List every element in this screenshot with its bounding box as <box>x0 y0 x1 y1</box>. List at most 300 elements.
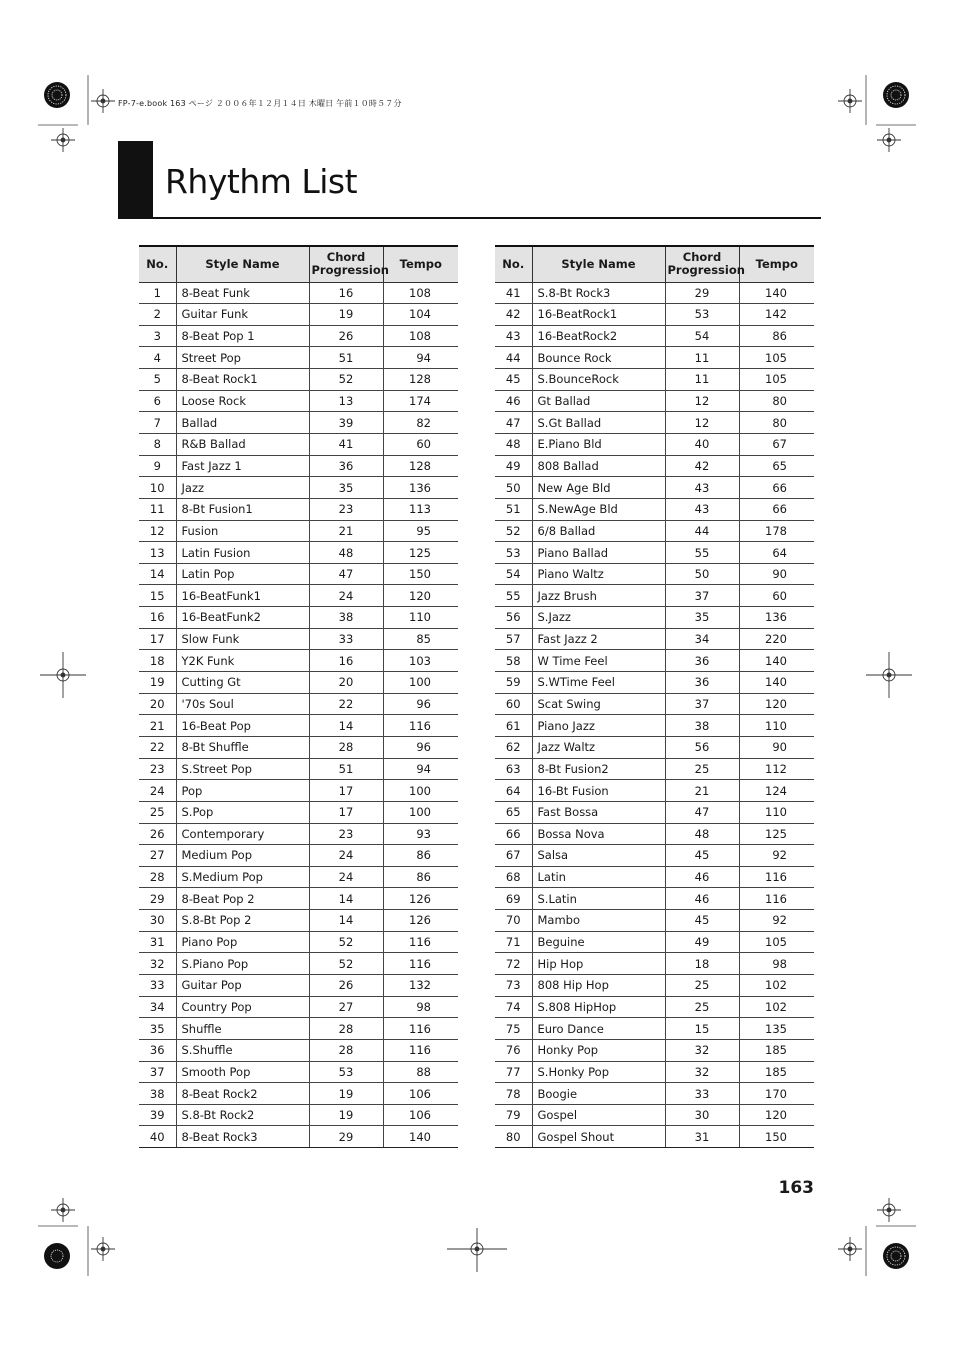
table-row <box>495 477 814 499</box>
cell-chord-progression: 17 <box>309 780 383 802</box>
table-row <box>495 282 814 304</box>
crosshair-mark-bottom-left-a <box>91 1237 115 1261</box>
cell-chord-progression: 26 <box>309 325 383 347</box>
cell-chord-progression: 29 <box>665 282 739 304</box>
cell-chord-progression: 38 <box>665 715 739 737</box>
cell-no: 30 <box>139 910 176 932</box>
cell-no: 80 <box>495 1126 532 1148</box>
cell-no: 75 <box>495 1018 532 1040</box>
cell-chord-progression: 20 <box>309 672 383 694</box>
cell-tempo: 112 <box>739 758 814 780</box>
cell-tempo: 185 <box>739 1039 814 1061</box>
table-row <box>495 975 814 997</box>
cell-style-name: Jazz Waltz <box>532 736 665 758</box>
cell-tempo: 108 <box>383 282 458 304</box>
header-tempo: Tempo <box>739 246 814 282</box>
cell-style-name: E.Piano Bld <box>532 433 665 455</box>
table-row <box>139 282 458 304</box>
cell-chord-progression: 46 <box>665 888 739 910</box>
cell-tempo: 80 <box>739 412 814 434</box>
cell-no: 70 <box>495 910 532 932</box>
cell-tempo: 113 <box>383 498 458 520</box>
crosshair-mark-bottom-center <box>447 1228 507 1272</box>
table-row <box>495 1083 814 1105</box>
cell-no: 16 <box>139 607 176 629</box>
cell-no: 34 <box>139 996 176 1018</box>
cell-tempo: 104 <box>383 304 458 326</box>
table-row <box>139 736 458 758</box>
cell-tempo: 96 <box>383 693 458 715</box>
table-row <box>139 1083 458 1105</box>
cell-chord-progression: 35 <box>665 607 739 629</box>
table-row <box>139 1039 458 1061</box>
table-row <box>139 585 458 607</box>
cell-style-name: Smooth Pop <box>176 1061 309 1083</box>
cell-no: 4 <box>139 347 176 369</box>
cell-chord-progression: 52 <box>309 369 383 391</box>
cell-tempo: 100 <box>383 801 458 823</box>
cell-chord-progression: 14 <box>309 715 383 737</box>
cell-style-name: Shuffle <box>176 1018 309 1040</box>
cell-chord-progression: 49 <box>665 931 739 953</box>
table-row <box>139 433 458 455</box>
running-header: FP-7-e.book 163 ページ ２００６年１２月１４日 木曜日 午前１０時５７分 <box>118 99 402 108</box>
table-row <box>495 390 814 412</box>
cell-tempo: 128 <box>383 369 458 391</box>
cell-no: 42 <box>495 304 532 326</box>
title-black-bar <box>118 141 153 218</box>
cell-chord-progression: 15 <box>665 1018 739 1040</box>
cell-style-name: S.8-Bt Rock3 <box>532 282 665 304</box>
cell-tempo: 116 <box>383 953 458 975</box>
cell-style-name: 6/8 Ballad <box>532 520 665 542</box>
cell-no: 31 <box>139 931 176 953</box>
table-row <box>495 1104 814 1126</box>
cell-no: 29 <box>139 888 176 910</box>
cell-style-name: Contemporary <box>176 823 309 845</box>
table-row <box>139 866 458 888</box>
cell-chord-progression: 12 <box>665 390 739 412</box>
table-row <box>139 304 458 326</box>
cell-no: 71 <box>495 931 532 953</box>
cell-no: 46 <box>495 390 532 412</box>
cell-tempo: 66 <box>739 498 814 520</box>
table-row <box>139 910 458 932</box>
cell-tempo: 105 <box>739 931 814 953</box>
table-row <box>139 780 458 802</box>
cell-chord-progression: 16 <box>309 282 383 304</box>
cell-no: 9 <box>139 455 176 477</box>
cell-no: 65 <box>495 801 532 823</box>
cell-tempo: 98 <box>739 953 814 975</box>
cell-chord-progression: 19 <box>309 1083 383 1105</box>
cell-tempo: 92 <box>739 845 814 867</box>
table-row <box>139 369 458 391</box>
cell-tempo: 220 <box>739 628 814 650</box>
cell-chord-progression: 25 <box>665 758 739 780</box>
cell-chord-progression: 26 <box>309 975 383 997</box>
cell-style-name: 808 Hip Hop <box>532 975 665 997</box>
table-row <box>139 498 458 520</box>
cell-no: 54 <box>495 563 532 585</box>
cell-chord-progression: 28 <box>309 736 383 758</box>
cell-style-name: Hip Hop <box>532 953 665 975</box>
header-chord-line1: Chord <box>682 250 722 265</box>
cell-no: 72 <box>495 953 532 975</box>
cell-tempo: 108 <box>383 325 458 347</box>
cell-chord-progression: 17 <box>309 801 383 823</box>
table-row <box>139 996 458 1018</box>
cell-style-name: 8-Beat Funk <box>176 282 309 304</box>
table-row <box>139 412 458 434</box>
cell-no: 18 <box>139 650 176 672</box>
cell-style-name: 8-Bt Shuffle <box>176 736 309 758</box>
cell-style-name: Piano Waltz <box>532 563 665 585</box>
table-row <box>495 520 814 542</box>
cell-no: 38 <box>139 1083 176 1105</box>
cell-style-name: 8-Bt Fusion1 <box>176 498 309 520</box>
crosshair-mark-top-right-b <box>877 128 901 152</box>
table-row <box>139 672 458 694</box>
cell-style-name: 8-Beat Pop 1 <box>176 325 309 347</box>
table-row <box>495 542 814 564</box>
cell-tempo: 126 <box>383 888 458 910</box>
cell-chord-progression: 19 <box>309 304 383 326</box>
cell-no: 63 <box>495 758 532 780</box>
cell-style-name: Guitar Funk <box>176 304 309 326</box>
cell-tempo: 140 <box>739 672 814 694</box>
cell-tempo: 142 <box>739 304 814 326</box>
cell-style-name: S.Piano Pop <box>176 953 309 975</box>
table-row <box>495 823 814 845</box>
cell-no: 20 <box>139 693 176 715</box>
cell-chord-progression: 38 <box>309 607 383 629</box>
cell-style-name: Ballad <box>176 412 309 434</box>
cell-no: 25 <box>139 801 176 823</box>
crosshair-mark-bottom-left-b <box>51 1198 75 1222</box>
cell-no: 57 <box>495 628 532 650</box>
table-row <box>495 693 814 715</box>
cell-style-name: Boogie <box>532 1083 665 1105</box>
cell-style-name: Latin Fusion <box>176 542 309 564</box>
cell-tempo: 92 <box>739 910 814 932</box>
table-row <box>495 953 814 975</box>
cell-style-name: 808 Ballad <box>532 455 665 477</box>
cell-no: 53 <box>495 542 532 564</box>
cell-chord-progression: 33 <box>665 1083 739 1105</box>
cell-style-name: Bounce Rock <box>532 347 665 369</box>
table-row <box>495 758 814 780</box>
cell-style-name: Fast Jazz 1 <box>176 455 309 477</box>
title-underline <box>118 217 821 219</box>
table-row <box>139 693 458 715</box>
cell-tempo: 140 <box>739 282 814 304</box>
cell-chord-progression: 44 <box>665 520 739 542</box>
cell-no: 21 <box>139 715 176 737</box>
cell-style-name: 16-BeatRock1 <box>532 304 665 326</box>
cell-no: 22 <box>139 736 176 758</box>
cell-no: 35 <box>139 1018 176 1040</box>
cell-style-name: Y2K Funk <box>176 650 309 672</box>
header-no: No. <box>495 246 532 282</box>
cell-chord-progression: 34 <box>665 628 739 650</box>
cell-tempo: 150 <box>739 1126 814 1148</box>
cell-tempo: 128 <box>383 455 458 477</box>
cell-style-name: 8-Beat Rock3 <box>176 1126 309 1148</box>
cell-tempo: 95 <box>383 520 458 542</box>
cell-chord-progression: 53 <box>665 304 739 326</box>
cell-chord-progression: 39 <box>309 412 383 434</box>
cell-chord-progression: 13 <box>309 390 383 412</box>
cell-chord-progression: 31 <box>665 1126 739 1148</box>
cell-no: 8 <box>139 433 176 455</box>
cell-chord-progression: 51 <box>309 758 383 780</box>
cell-chord-progression: 43 <box>665 477 739 499</box>
cell-style-name: 16-BeatRock2 <box>532 325 665 347</box>
cell-tempo: 106 <box>383 1083 458 1105</box>
cell-no: 36 <box>139 1039 176 1061</box>
cell-style-name: S.Jazz <box>532 607 665 629</box>
table-row <box>495 585 814 607</box>
cell-no: 26 <box>139 823 176 845</box>
page-title: Rhythm List <box>165 162 358 201</box>
cell-style-name: '70s Soul <box>176 693 309 715</box>
table-row <box>139 325 458 347</box>
cell-chord-progression: 33 <box>309 628 383 650</box>
cell-no: 39 <box>139 1104 176 1126</box>
cell-chord-progression: 28 <box>309 1018 383 1040</box>
table-row <box>139 758 458 780</box>
cell-tempo: 140 <box>383 1126 458 1148</box>
cell-style-name: Cutting Gt <box>176 672 309 694</box>
cell-chord-progression: 45 <box>665 910 739 932</box>
cell-no: 14 <box>139 563 176 585</box>
cell-chord-progression: 18 <box>665 953 739 975</box>
cell-style-name: Mambo <box>532 910 665 932</box>
cell-no: 77 <box>495 1061 532 1083</box>
cell-tempo: 116 <box>383 715 458 737</box>
cell-chord-progression: 16 <box>309 650 383 672</box>
cell-no: 73 <box>495 975 532 997</box>
cell-chord-progression: 30 <box>665 1104 739 1126</box>
cell-tempo: 125 <box>739 823 814 845</box>
table-row <box>139 953 458 975</box>
header-chord-line1: Chord <box>326 250 366 265</box>
table-row <box>139 823 458 845</box>
cell-no: 23 <box>139 758 176 780</box>
cell-tempo: 98 <box>383 996 458 1018</box>
cell-style-name: Guitar Pop <box>176 975 309 997</box>
table-row <box>495 866 814 888</box>
cell-chord-progression: 14 <box>309 910 383 932</box>
cell-chord-progression: 37 <box>665 585 739 607</box>
cell-tempo: 66 <box>739 477 814 499</box>
cell-style-name: Fusion <box>176 520 309 542</box>
table-row <box>139 390 458 412</box>
cell-no: 49 <box>495 455 532 477</box>
cell-chord-progression: 42 <box>665 455 739 477</box>
cell-chord-progression: 29 <box>309 1126 383 1148</box>
cell-tempo: 102 <box>739 996 814 1018</box>
cell-style-name: 16-BeatFunk2 <box>176 607 309 629</box>
cell-tempo: 185 <box>739 1061 814 1083</box>
rhythm-table-left <box>139 245 458 1148</box>
table-row <box>139 455 458 477</box>
table-row <box>139 888 458 910</box>
cell-no: 3 <box>139 325 176 347</box>
cell-no: 2 <box>139 304 176 326</box>
cell-style-name: S.BounceRock <box>532 369 665 391</box>
cell-chord-progression: 37 <box>665 693 739 715</box>
starburst-mark-bottom-right <box>883 1243 909 1269</box>
cell-chord-progression: 32 <box>665 1061 739 1083</box>
cell-no: 32 <box>139 953 176 975</box>
cell-no: 10 <box>139 477 176 499</box>
cell-style-name: Piano Jazz <box>532 715 665 737</box>
cell-style-name: S.Gt Ballad <box>532 412 665 434</box>
cell-style-name: S.8-Bt Pop 2 <box>176 910 309 932</box>
cell-tempo: 88 <box>383 1061 458 1083</box>
table-row <box>495 628 814 650</box>
cell-no: 7 <box>139 412 176 434</box>
cell-tempo: 96 <box>383 736 458 758</box>
table-row <box>495 607 814 629</box>
cell-chord-progression: 47 <box>665 801 739 823</box>
cell-tempo: 132 <box>383 975 458 997</box>
cell-no: 51 <box>495 498 532 520</box>
cell-chord-progression: 45 <box>665 845 739 867</box>
cell-style-name: 8-Beat Pop 2 <box>176 888 309 910</box>
table-row <box>139 628 458 650</box>
cell-tempo: 124 <box>739 780 814 802</box>
cell-tempo: 136 <box>383 477 458 499</box>
cell-style-name: Honky Pop <box>532 1039 665 1061</box>
cell-no: 55 <box>495 585 532 607</box>
table-row <box>139 650 458 672</box>
table-row <box>495 672 814 694</box>
cell-style-name: S.Medium Pop <box>176 866 309 888</box>
header-style-name: Style Name <box>176 246 309 282</box>
cell-chord-progression: 12 <box>665 412 739 434</box>
table-row <box>495 1039 814 1061</box>
cell-style-name: R&B Ballad <box>176 433 309 455</box>
cell-no: 41 <box>495 282 532 304</box>
rhythm-table-right <box>495 245 814 1148</box>
cell-tempo: 105 <box>739 347 814 369</box>
cell-chord-progression: 40 <box>665 433 739 455</box>
cell-no: 15 <box>139 585 176 607</box>
cell-chord-progression: 51 <box>309 347 383 369</box>
table-row <box>139 715 458 737</box>
crosshair-mark-bottom-right-b <box>877 1198 901 1222</box>
cell-tempo: 116 <box>383 1039 458 1061</box>
cell-chord-progression: 25 <box>665 975 739 997</box>
cell-style-name: Gospel <box>532 1104 665 1126</box>
cell-no: 24 <box>139 780 176 802</box>
cell-style-name: S.808 HipHop <box>532 996 665 1018</box>
cell-tempo: 140 <box>739 650 814 672</box>
cell-no: 78 <box>495 1083 532 1105</box>
cell-style-name: S.8-Bt Rock2 <box>176 1104 309 1126</box>
cell-style-name: S.WTime Feel <box>532 672 665 694</box>
cell-style-name: Medium Pop <box>176 845 309 867</box>
cell-no: 11 <box>139 498 176 520</box>
cell-no: 68 <box>495 866 532 888</box>
table-row <box>495 304 814 326</box>
cell-tempo: 100 <box>383 672 458 694</box>
cell-tempo: 120 <box>739 1104 814 1126</box>
cell-style-name: S.Pop <box>176 801 309 823</box>
cell-tempo: 100 <box>383 780 458 802</box>
cell-no: 37 <box>139 1061 176 1083</box>
table-row <box>495 801 814 823</box>
table-row <box>139 520 458 542</box>
header-chord-progression <box>665 246 745 282</box>
cell-no: 76 <box>495 1039 532 1061</box>
cell-no: 6 <box>139 390 176 412</box>
page-number: 163 <box>778 1178 814 1198</box>
cell-chord-progression: 48 <box>665 823 739 845</box>
table-row <box>495 369 814 391</box>
cell-style-name: Piano Ballad <box>532 542 665 564</box>
cell-tempo: 86 <box>383 845 458 867</box>
cell-tempo: 60 <box>739 585 814 607</box>
cell-tempo: 150 <box>383 563 458 585</box>
cell-tempo: 103 <box>383 650 458 672</box>
table-row <box>495 455 814 477</box>
table-row <box>495 498 814 520</box>
cell-no: 59 <box>495 672 532 694</box>
table-row <box>139 1061 458 1083</box>
cell-no: 17 <box>139 628 176 650</box>
cell-tempo: 60 <box>383 433 458 455</box>
cell-no: 43 <box>495 325 532 347</box>
crosshair-mark-top-right-a <box>838 89 862 113</box>
crosshair-mark-mid-right <box>866 652 912 698</box>
table-row <box>495 412 814 434</box>
cell-no: 44 <box>495 347 532 369</box>
crosshair-mark-mid-left <box>40 652 86 698</box>
cell-chord-progression: 36 <box>665 650 739 672</box>
cell-chord-progression: 41 <box>309 433 383 455</box>
crosshair-mark-bottom-right-a <box>838 1237 862 1261</box>
cell-tempo: 86 <box>739 325 814 347</box>
cell-no: 13 <box>139 542 176 564</box>
cell-no: 66 <box>495 823 532 845</box>
cell-style-name: S.Honky Pop <box>532 1061 665 1083</box>
cell-tempo: 105 <box>739 369 814 391</box>
table-row <box>139 1018 458 1040</box>
header-chord-line2: Progression <box>311 263 389 278</box>
cell-chord-progression: 56 <box>665 736 739 758</box>
table-row <box>139 607 458 629</box>
cell-style-name: Loose Rock <box>176 390 309 412</box>
cell-style-name: Jazz <box>176 477 309 499</box>
cell-tempo: 106 <box>383 1104 458 1126</box>
cell-chord-progression: 11 <box>665 369 739 391</box>
cell-style-name: Fast Bossa <box>532 801 665 823</box>
cell-style-name: Latin Pop <box>176 563 309 585</box>
cell-style-name: 8-Beat Rock1 <box>176 369 309 391</box>
cell-tempo: 170 <box>739 1083 814 1105</box>
cell-tempo: 64 <box>739 542 814 564</box>
header-style-name: Style Name <box>532 246 665 282</box>
cell-no: 62 <box>495 736 532 758</box>
table-row <box>139 845 458 867</box>
cell-style-name: Fast Jazz 2 <box>532 628 665 650</box>
table-row <box>495 563 814 585</box>
cell-tempo: 102 <box>739 975 814 997</box>
